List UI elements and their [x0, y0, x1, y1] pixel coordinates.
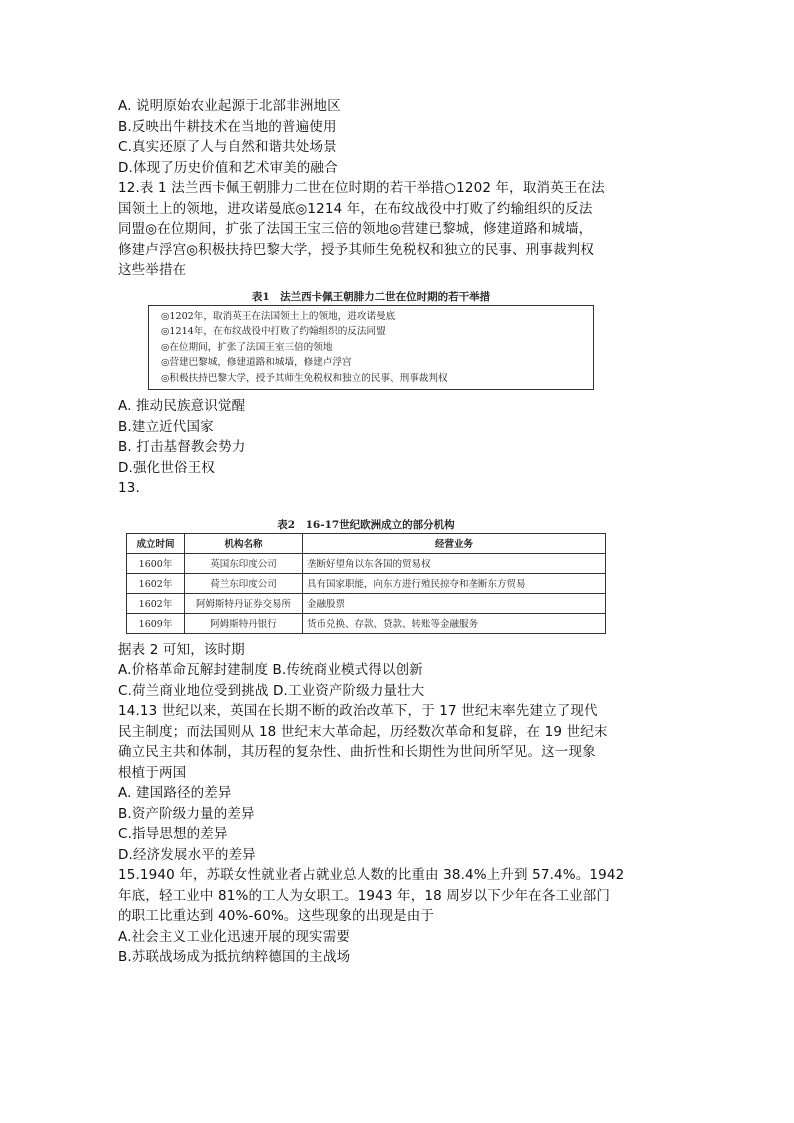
option-a: A. 建国路径的差异: [118, 785, 232, 801]
q12-stem-line: 同盟◎在位期间，扩张了法国王宝三倍的领地◎营建已黎城，修建道路和城墙，: [118, 221, 593, 237]
table-cell: 金融股票: [303, 593, 606, 613]
q15-stem-line: 年底，轻工业中 81%的工人为女职工。1943 年，18 周岁以下少年在各工业部门: [118, 887, 611, 904]
q12-stem-line: 12.表 1 法兰西卡佩王朝腓力二世在位时期的若干举措○1202 年，取消英王在法: [118, 180, 605, 196]
table-row: [127, 553, 606, 573]
q13-number: 13.: [118, 480, 140, 496]
q14-stem-line: 根植于两国: [118, 764, 187, 781]
table-cell: 1600年: [127, 553, 185, 573]
table-1: [148, 289, 594, 391]
q11-options: [118, 96, 718, 178]
table-row: [127, 573, 606, 593]
table-2-grid: [126, 533, 606, 634]
option-a: A. 说明原始农业起源于北部非洲地区: [118, 98, 341, 114]
table-cell: 阿姆斯特丹证券交易所: [185, 593, 303, 613]
option-d: D.经济发展水平的差异: [118, 846, 256, 863]
exam-page: [118, 96, 718, 968]
q14-stem-line: 14.13 世纪以来，英国在长期不断的政治改革下，于 17 世纪末率先建立了现代: [118, 703, 598, 719]
table-row: [127, 593, 606, 613]
option-ab: A.价格革命瓦解封建制度 B.传统商业模式得以创新: [118, 662, 423, 678]
table-1-caption: 表1 法兰西卡佩王朝腓力二世在位时期的若干举措: [251, 290, 491, 303]
table-header-row: [127, 533, 606, 553]
q12-stem-line: 这些举措在: [118, 262, 187, 278]
table-1-row: ◎1214年，在布纹战役中打败了约翰组织的反法同盟: [161, 326, 386, 337]
table-1-row: ◎1202年，取消英王在法国领土上的领地，进攻诺曼底: [161, 310, 396, 322]
q14-stem-line: 民主制度；而法国则从 18 世纪末大革命起，历经数次革命和复辟，在 19 世纪末: [118, 723, 608, 740]
q15-stem-line: 的职工比重达到 40%-60%。这些现象的出现是由于: [118, 908, 435, 924]
table-cell: 荷兰东印度公司: [185, 573, 303, 593]
option-b: B.资产阶级力量的差异: [118, 805, 255, 822]
table-cell: 1602年: [127, 593, 185, 613]
table-cell: 垄断好望角以东各国的贸易权: [303, 553, 606, 573]
option-b: B.反映出牛耕技术在当地的普遍使用: [118, 118, 337, 135]
q12-stem-line: 修建卢浮宫◎积极扶持巴黎大学，授予其师生免税权和独立的民事、刑事裁判权: [118, 241, 595, 258]
q14-stem-line: 确立民主共和体制，其历程的复杂性、曲折性和长期性为世间所罕见。这一现象: [118, 744, 596, 760]
table-1-row: ◎营建巴黎城，修建道路和城墙，修建卢浮宫: [161, 357, 352, 368]
question-15: [118, 865, 718, 968]
option-a: A.社会主义工业化迅速开展的现实需要: [118, 928, 350, 945]
q13-stem: 据表 2 可知，该时期: [118, 641, 245, 658]
q15-stem-line: 15.1940 年，苏联女性就业者占就业总人数的比重由 38.4%上升到 57.4%。1942: [118, 867, 625, 883]
table-cell: 具有国家职能，向东方进行殖民掠夺和垄断东方贸易: [303, 573, 606, 593]
table-1-row: ◎在位期间，扩张了法国王室三倍的领地: [161, 341, 333, 353]
header-cell: 成立时间: [127, 533, 185, 553]
option-c: C.真实还原了人与自然和谐共处场景: [118, 139, 337, 155]
question-14: [118, 701, 718, 865]
option-a: A. 推动民族意识觉醒: [118, 398, 246, 414]
option-d: D.体现了历史价值和艺术审美的融合: [118, 159, 338, 176]
q12-stem-line: 国领土上的领地，进攻诺曼底◎1214 年，在布纹战役中打败了约输组织的反法: [118, 200, 593, 217]
table-2-caption: 表2 16-17世纪欧洲成立的部分机构: [277, 518, 455, 531]
table-2: [126, 517, 606, 634]
table-row: [127, 613, 606, 633]
table-cell: 阿姆斯特丹银行: [185, 613, 303, 633]
header-cell: 机构名称: [185, 533, 303, 553]
table-1-box: [148, 305, 594, 391]
option-c: C.指导思想的差异: [118, 826, 228, 842]
table-cell: 1602年: [127, 573, 185, 593]
question-13: [118, 478, 718, 701]
header-cell: 经营业务: [303, 533, 606, 553]
table-1-row: ◎积极扶持巴黎大学，授予其师生免税权和独立的民事、刑事裁判权: [161, 372, 448, 384]
option-c: B. 打击基督教会势力: [118, 439, 246, 455]
option-b: B.苏联战场成为抵抗纳粹德国的主战场: [118, 949, 351, 965]
table-cell: 英国东印度公司: [185, 553, 303, 573]
option-b: B.建立近代国家: [118, 418, 214, 435]
question-12: [118, 178, 718, 478]
table-cell: 货币兑换、存款、贷款、转账等金融服务: [303, 613, 606, 633]
option-cd: C.荷兰商业地位受到挑战 D.工业资产阶级力量壮大: [118, 682, 425, 699]
option-d: D.强化世俗王权: [118, 459, 215, 476]
table-cell: 1609年: [127, 613, 185, 633]
